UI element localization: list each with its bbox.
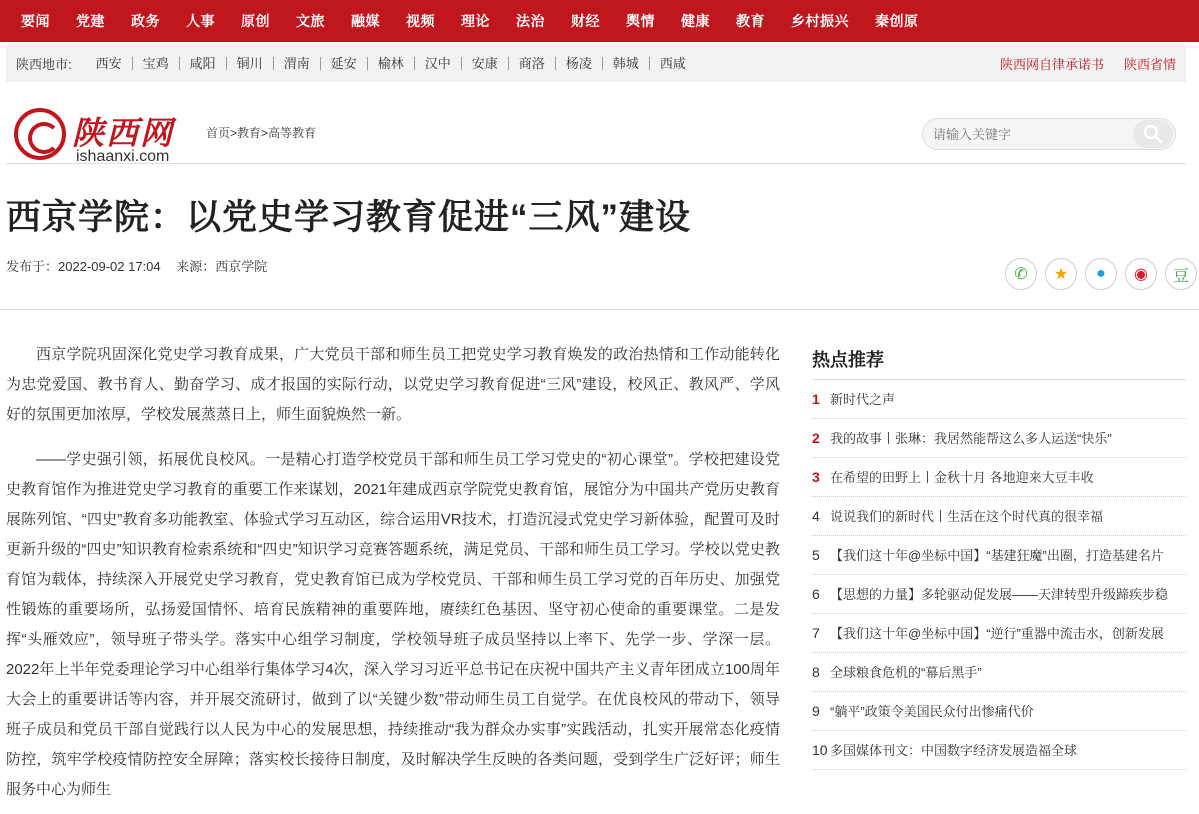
city-bar-links — [990, 54, 1186, 73]
top-nav-item[interactable]: 法治 — [516, 13, 545, 29]
logo-text: 陕西网 — [72, 114, 175, 152]
top-nav-list — [0, 0, 1199, 42]
hot-list-item[interactable] — [812, 536, 1186, 575]
hot-title: 说说我们的新时代丨生活在这个时代真的很幸福 — [830, 509, 1104, 524]
article-title: 西京学院：以党史学习教育促进“三风”建设 — [6, 198, 692, 237]
city-bar — [6, 44, 1186, 82]
city-link[interactable]: 宝鸡 — [133, 57, 180, 70]
hot-list-item[interactable] — [812, 419, 1186, 458]
hot-title: 【我们这十年@坐标中国】“基建狂魔”出圈，打造基建名片 — [830, 548, 1164, 563]
breadcrumb — [206, 124, 316, 141]
city-link[interactable]: 安康 — [462, 57, 509, 70]
city-link[interactable]: 西咸 — [659, 55, 686, 71]
title-divider — [0, 309, 1199, 310]
qzone-icon[interactable]: ★ — [1045, 258, 1077, 290]
top-nav-item[interactable]: 党建 — [76, 13, 105, 29]
breadcrumb-separator: > — [261, 126, 269, 140]
hot-list-item[interactable] — [812, 653, 1186, 692]
wechat-icon[interactable]: ✆ — [1005, 258, 1037, 290]
hot-rank: 9 — [812, 703, 820, 719]
breadcrumb-home[interactable]: 首页 — [206, 126, 231, 140]
hot-title: 在希望的田野上丨金秋十月 各地迎来大豆丰收 — [830, 470, 1094, 485]
search-input[interactable] — [923, 119, 1123, 149]
top-nav-item[interactable]: 原创 — [241, 13, 270, 29]
article-source: 来源：西京学院 — [176, 259, 268, 274]
city-link[interactable]: 韩城 — [603, 57, 650, 70]
hot-title: 新时代之声 — [830, 392, 896, 407]
top-nav-item[interactable]: 财经 — [571, 13, 600, 29]
top-navigation — [0, 0, 1199, 42]
top-nav-item[interactable]: 理论 — [461, 13, 490, 29]
site-logo[interactable] — [14, 106, 196, 165]
breadcrumb-higher-education[interactable]: 高等教育 — [268, 126, 317, 140]
search-button[interactable] — [1133, 120, 1173, 148]
search-icon — [1143, 124, 1163, 144]
hot-list-item[interactable] — [812, 458, 1186, 497]
city-link[interactable]: 咸阳 — [180, 57, 227, 70]
city-link[interactable]: 汉中 — [415, 57, 462, 70]
city-link[interactable]: 杨凌 — [556, 57, 603, 70]
article-paragraph: 西京学院巩固深化党史学习教育成果，广大党员干部和师生员工把党史学习教育焕发的政治热情和工作动能转化为忠党爱国、教书育人、勤奋学习、成才报国的实际行动，以党史学习教育促进“三风”建设，校风正、教风严、学风好的氛围更加浓厚，学校发展蒸蒸日上，师生面貌焕然一新。 — [6, 346, 780, 423]
city-link[interactable]: 榆林 — [368, 57, 415, 70]
top-nav-item[interactable]: 要闻 — [21, 13, 50, 29]
top-nav-item[interactable]: 政务 — [131, 13, 160, 29]
hot-list-item[interactable] — [812, 380, 1186, 419]
top-nav-item[interactable]: 秦创原 — [875, 13, 919, 29]
qq-icon[interactable]: ● — [1085, 258, 1117, 290]
city-link[interactable]: 延安 — [321, 57, 368, 70]
publish-time: 发布于：2022-09-02 17:04 — [6, 259, 161, 274]
hot-title: 【我们这十年@坐标中国】“逆行”重器中流击水，创新发展 — [830, 626, 1164, 641]
city-bar-link[interactable]: 陕西省情 — [1123, 56, 1176, 72]
city-link[interactable]: 铜川 — [227, 57, 274, 70]
hot-rank: 10 — [812, 742, 828, 758]
weibo-icon[interactable]: ◉ — [1125, 258, 1157, 290]
city-bar-link[interactable]: 陕西网自律承诺书 — [999, 56, 1104, 72]
hot-rank: 5 — [812, 547, 820, 563]
site-header — [6, 98, 1186, 164]
article-meta — [6, 256, 279, 275]
article-body — [6, 340, 780, 814]
breadcrumb-separator: > — [230, 126, 238, 140]
hot-recommendations — [812, 340, 1186, 770]
hot-list-item[interactable] — [812, 575, 1186, 614]
hot-list-item[interactable] — [812, 614, 1186, 653]
top-nav-item[interactable]: 舆情 — [626, 13, 655, 29]
hot-title: “躺平”政策令美国民众付出惨痛代价 — [830, 704, 1034, 719]
hot-rank: 3 — [812, 469, 820, 485]
city-bar-label: 陕西地市: — [16, 56, 72, 72]
top-nav-item[interactable]: 教育 — [736, 13, 765, 29]
top-nav-item[interactable]: 健康 — [681, 13, 710, 29]
hot-list-item[interactable] — [812, 692, 1186, 731]
sidebar-heading: 热点推荐 — [812, 340, 1186, 380]
breadcrumb-education[interactable]: 教育 — [237, 126, 262, 140]
top-nav-item[interactable]: 文旅 — [296, 13, 325, 29]
article-paragraph: ——学史强引领，拓展优良校风。一是精心打造学校党员干部和师生员工学习党史的“初心课堂”。学校把建设党史教育馆作为推进党史学习教育的重要工作来谋划，2021年建成西京学院党史教育馆，展馆分为中国共产党历史教育展陈列馆、“四史”教育多功能教室、体验式学习互动区，综合运用VR技术，打造沉浸式党史学习新体验，配置可及时更新升级的“四史”知识教育检索系统和“四史”知识学习竞赛答题系统，满足党员、干部和师生员工学习。学校以党史教育馆为载体，持续深入开展党史学习教育，党史教育馆已成为学校党员、干部和师生员工学习党的百年历史、加强党性锻炼的重要场所，弘扬爱国情怀、培育民族精神的重要阵地，赓续红色基因、坚守初心使命的重要课堂。二是发挥“头雁效应”，领导班子带头学。落实中心组学习制度，学校领导班子成员坚持以上率下、先学一步、学深一层。2022年上半年党委理论学习中心组举行集体学习4次，深入学习习近平总书记在庆祝中国共产主义青年团成立100周年大会上的重要讲话等内容，并开展交流研讨，做到了以“关键少数”带动师生员工自觉学。在优良校风的带动下，领导班子成员和党员干部自觉践行以人民为中心的发展思想，持续推动“我为群众办实事”实践活动，扎实开展常态化疫情防控，筑牢学校疫情防控安全屏障；落实校长接待日制度，及时解决学生反映的各类问题，受到学生广泛好评；师生服务中心为师生 — [6, 451, 780, 798]
hot-rank: 1 — [812, 391, 820, 407]
top-nav-item[interactable]: 视频 — [406, 13, 435, 29]
douban-icon[interactable]: 豆 — [1165, 258, 1197, 290]
logo-domain: ishaanxi.com — [76, 148, 170, 165]
hot-title: 我的故事丨张琳：我居然能帮这么多人运送“快乐” — [830, 431, 1112, 446]
top-nav-item[interactable]: 乡村振兴 — [791, 13, 849, 29]
hot-title: 全球粮食危机的“幕后黑手” — [830, 665, 982, 680]
city-link[interactable]: 西安 — [86, 57, 133, 70]
logo-emblem-icon — [14, 108, 66, 160]
hot-list-item[interactable] — [812, 731, 1186, 770]
hot-list — [812, 380, 1186, 770]
city-link[interactable]: 商洛 — [509, 57, 556, 70]
city-link[interactable]: 渭南 — [274, 57, 321, 70]
top-nav-item[interactable]: 融媒 — [351, 13, 380, 29]
hot-list-item[interactable] — [812, 497, 1186, 536]
hot-rank: 8 — [812, 664, 820, 680]
search-box — [922, 118, 1176, 150]
hot-rank: 2 — [812, 430, 820, 446]
top-nav-item[interactable]: 人事 — [186, 13, 215, 29]
hot-rank: 4 — [812, 508, 820, 524]
hot-rank: 6 — [812, 586, 820, 602]
city-list — [86, 57, 696, 70]
hot-title: 【思想的力量】多轮驱动促发展——天津转型升级蹄疾步稳 — [830, 587, 1169, 602]
hot-title: 多国媒体刊文：中国数字经济发展造福全球 — [830, 743, 1078, 758]
share-buttons — [997, 258, 1197, 290]
hot-rank: 7 — [812, 625, 820, 641]
